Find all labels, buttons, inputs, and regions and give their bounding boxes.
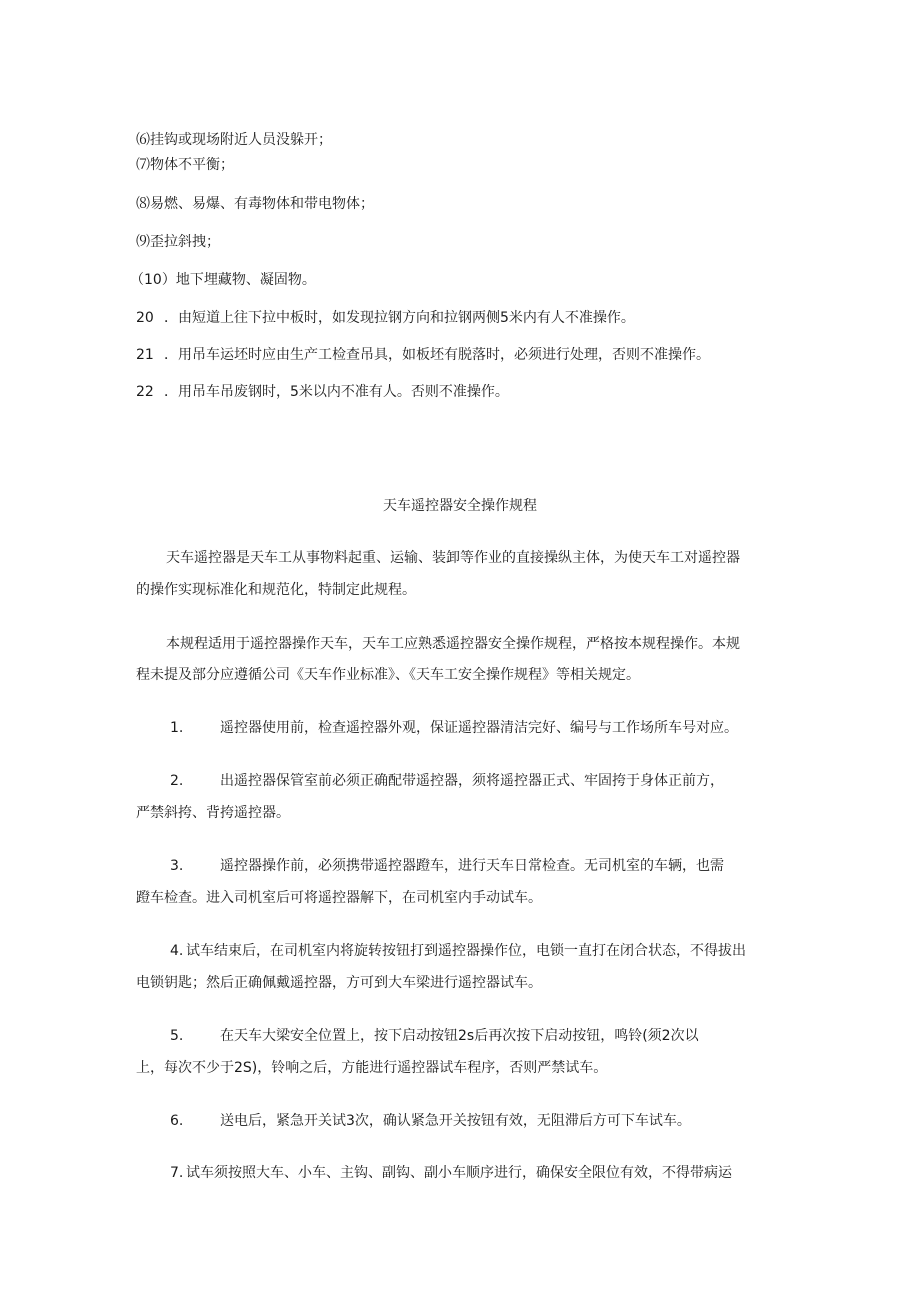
rule-text: ．由短道上往下拉中板时，如发现拉钢方向和拉钢两侧5米内有人不准操作。 xyxy=(164,310,635,326)
sub-item-10: （10）地下埋藏物、凝固物。 xyxy=(130,272,316,288)
rule-text: ．用吊车运坯时应由生产工检查吊具，如板坯有脱落时，必须进行处理，否则不准操作。 xyxy=(164,347,710,363)
item-3-line-2: 蹬车检查。进入司机室后可将遥控器解下，在司机室内手动试车。 xyxy=(136,890,542,906)
item-2-line-2: 严禁斜挎、背挎遥控器。 xyxy=(136,805,290,821)
sub-item-9: ⑼歪拉斜拽； xyxy=(136,234,220,250)
rule-21 xyxy=(136,345,710,365)
item-2-line-1: 出遥控器保管室前必须正确配带遥控器，须将遥控器正式、牢固挎于身体正前方， xyxy=(220,773,724,789)
item-4-line-1: 试车结束后，在司机室内将旋转按钮打到遥控器操作位，电锁一直打在闭合状态，不得拔出 xyxy=(186,943,746,959)
rule-20 xyxy=(136,308,635,328)
rule-22 xyxy=(136,382,509,402)
item-5-line-2: 上，每次不少于2S)，铃响之后，方能进行遥控器试车程序，否则严禁试车。 xyxy=(136,1060,608,1076)
intro-paragraph-2-line-2: 程未提及部分应遵循公司《天车作业标准》、《天车工安全操作规程》等相关规定。 xyxy=(136,667,640,683)
item-4-number: 4. xyxy=(170,943,184,959)
item-3-number: 3. xyxy=(170,858,184,874)
item-3-line-1: 遥控器操作前，必须携带遥控器蹬车，进行天车日常检查。无司机室的车辆，也需 xyxy=(220,858,724,874)
item-6-number: 6. xyxy=(170,1113,184,1129)
sub-item-7: ⑺物体不平衡； xyxy=(136,157,234,173)
item-6-line-1: 送电后，紧急开关试3次，确认紧急开关按钮有效，无阻滞后方可下车试车。 xyxy=(220,1113,691,1129)
item-7-number: 7. xyxy=(170,1165,184,1181)
item-1-number: 1. xyxy=(170,720,184,736)
intro-paragraph-1-line-2: 的操作实现标准化和规范化，特制定此规程。 xyxy=(136,582,416,598)
sub-item-6: ⑹挂钩或现场附近人员没躲开； xyxy=(136,132,332,148)
item-5-number: 5. xyxy=(170,1028,184,1044)
intro-paragraph-1-line-1: 天车遥控器是天车工从事物料起重、运输、装卸等作业的直接操纵主体，为使天车工对遥控器 xyxy=(166,550,740,566)
item-1-line-1: 遥控器使用前，检查遥控器外观，保证遥控器清洁完好、编号与工作场所车号对应。 xyxy=(220,720,738,736)
item-7-line-1: 试车须按照大车、小车、主钩、副钩、副小车顺序进行，确保安全限位有效，不得带病运 xyxy=(186,1165,732,1181)
section-title: 天车遥控器安全操作规程 xyxy=(383,498,537,514)
sub-item-8: ⑻易燃、易爆、有毒物体和带电物体； xyxy=(136,196,374,212)
rule-number: 22 xyxy=(136,384,154,400)
item-2-number: 2. xyxy=(170,773,184,789)
rule-text: ．用吊车吊废钢时，5米以内不准有人。否则不准操作。 xyxy=(164,384,509,400)
rule-number: 20 xyxy=(136,310,154,326)
item-5-line-1: 在天车大梁安全位置上，按下启动按钮2s后再次按下启动按钮，鸣铃(须2次以 xyxy=(220,1028,699,1044)
item-4-line-2: 电锁钥匙；然后正确佩戴遥控器，方可到大车梁进行遥控器试车。 xyxy=(136,975,542,991)
rule-number: 21 xyxy=(136,347,154,363)
intro-paragraph-2-line-1: 本规程适用于遥控器操作天车，天车工应熟悉遥控器安全操作规程，严格按本规程操作。本规 xyxy=(166,636,740,652)
